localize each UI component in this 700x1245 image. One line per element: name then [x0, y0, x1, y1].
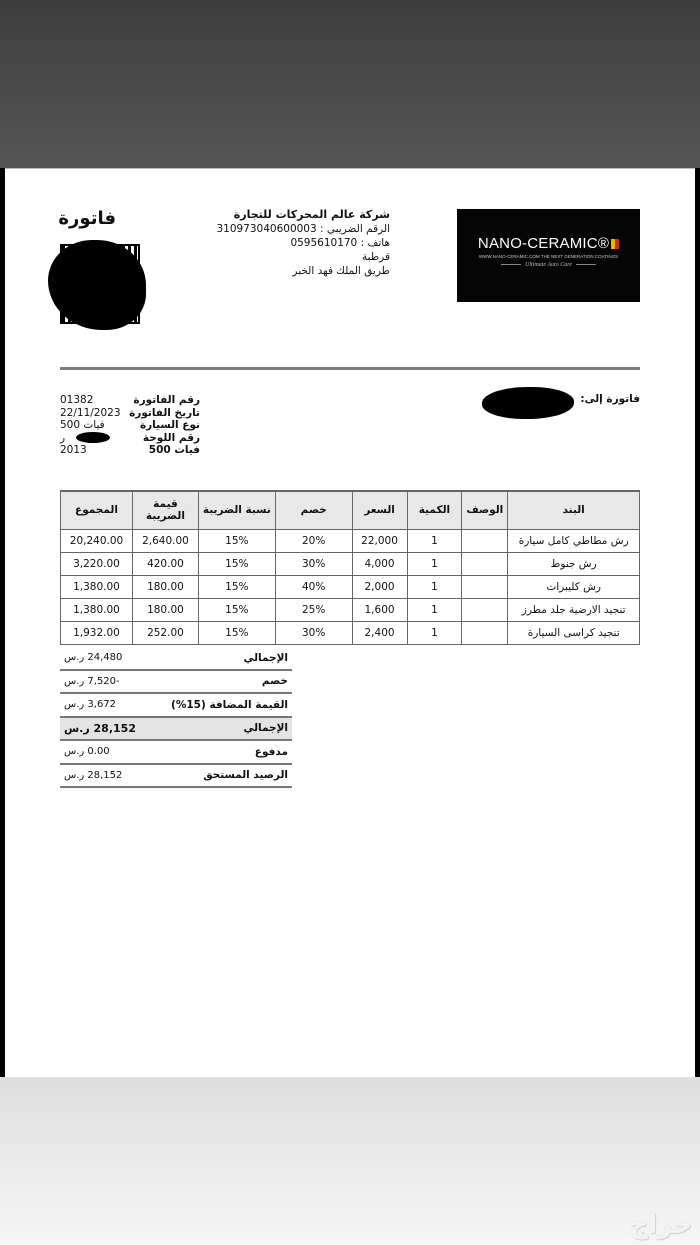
logo-subline: WWW.NANO-CERAMIC.COM THE NEXT GENERATION COATINGS: [478, 254, 619, 259]
totals-label: القيمة المضافة (15%): [171, 698, 288, 711]
cell-total: 1,380.00: [61, 575, 133, 598]
totals-row-discount: [60, 671, 292, 695]
cell-quantity: 1: [407, 598, 462, 621]
photo-top-background: [0, 0, 700, 168]
cell-discount: 30%: [275, 621, 352, 644]
redaction-mark-customer: [482, 387, 574, 419]
table-row: [61, 598, 640, 621]
haraj-watermark: حراج: [629, 1210, 692, 1240]
totals-value: 28,152 ر.س: [64, 721, 136, 735]
flag-icon: [611, 239, 619, 249]
cell-price: 1,600: [352, 598, 407, 621]
company-name: شركة عالم المحركات للتجارة: [233, 208, 390, 221]
totals-value: 28,152 ر.س: [64, 769, 123, 781]
cell-quantity: 1: [407, 575, 462, 598]
totals-value: 3,672 ر.س: [64, 699, 117, 711]
cell-tax-value: 252.00: [132, 621, 198, 644]
cell-quantity: 1: [407, 621, 462, 644]
cell-tax-rate: 15%: [198, 621, 275, 644]
col-header-description: الوصف: [462, 491, 508, 529]
totals-row-balance-due: [60, 765, 292, 789]
cell-tax-value: 180.00: [132, 575, 198, 598]
company-tax-number: الرقم الضريبي : 310973040600003: [216, 223, 390, 235]
cell-tax-rate: 15%: [198, 575, 275, 598]
cell-discount: 25%: [275, 598, 352, 621]
bill-to-label: فاتورة إلى:: [580, 393, 640, 405]
table-row: [61, 575, 640, 598]
cell-description: [462, 621, 508, 644]
totals-label: الرصيد المستحق: [203, 769, 288, 782]
totals-row-paid: [60, 741, 292, 765]
meta-row-car-type: [60, 419, 200, 432]
cell-tax-value: 420.00: [132, 552, 198, 575]
cell-quantity: 1: [407, 529, 462, 552]
meta-value: 22/11/2023: [60, 406, 121, 419]
meta-label: نوع السيارة: [139, 419, 200, 431]
logo-brand: NANO-CERAMIC®: [457, 235, 640, 252]
meta-row-invoice-date: [60, 407, 200, 420]
invoice-meta: [60, 394, 200, 457]
meta-row-invoice-number: [60, 394, 200, 407]
table-row: [61, 621, 640, 644]
cell-description: [462, 529, 508, 552]
col-header-item: البند: [508, 491, 640, 529]
meta-value: 2013: [60, 444, 87, 456]
cell-description: [462, 552, 508, 575]
cell-tax-rate: 15%: [198, 598, 275, 621]
cell-item: تنجيد الارضية جلد مطرز: [508, 598, 640, 621]
cell-price: 2,400: [352, 621, 407, 644]
cell-price: 22,000: [352, 529, 407, 552]
totals-label: الإجمالي: [243, 722, 288, 735]
col-header-tax-rate: نسبة الضريبة: [198, 491, 275, 529]
cell-price: 4,000: [352, 552, 407, 575]
cell-discount: 20%: [275, 529, 352, 552]
table-header-row: [61, 491, 640, 529]
company-street: طريق الملك فهد الخبر: [292, 265, 390, 277]
cell-total: 1,380.00: [61, 598, 133, 621]
cell-total: 3,220.00: [61, 552, 133, 575]
meta-label: رقم اللوحة: [142, 431, 200, 444]
totals-value: 0.00 ر.س: [64, 746, 110, 758]
cell-item: تنجيد كراسى السيارة: [508, 621, 640, 644]
totals-summary: [60, 647, 292, 788]
company-city: قرطبة: [362, 251, 390, 263]
cell-item: رش مطاطي كامل سيارة: [508, 529, 640, 552]
totals-row-grand-total: [60, 718, 292, 742]
company-logo: [457, 209, 640, 302]
cell-item: رش جنوط: [508, 552, 640, 575]
totals-value: 24,480 ر.س: [64, 652, 123, 664]
redaction-mark-plate: [76, 432, 110, 443]
logo-tagline: Ultimate Auto Care: [457, 262, 640, 268]
col-header-price: السعر: [352, 491, 407, 529]
col-header-quantity: الكمية: [407, 491, 462, 529]
totals-label: الإجمالي: [243, 651, 288, 664]
cell-description: [462, 598, 508, 621]
col-header-tax-value: قيمة الضريبة: [132, 491, 198, 529]
company-phone: هاتف : 0595610170: [290, 237, 390, 249]
meta-value: فيات 500: [60, 419, 105, 431]
totals-label: مدفوع: [254, 745, 288, 758]
meta-value: ر: [60, 431, 66, 444]
header-divider: [60, 367, 640, 370]
cell-tax-rate: 15%: [198, 552, 275, 575]
cell-discount: 30%: [275, 552, 352, 575]
cell-price: 2,000: [352, 575, 407, 598]
cell-quantity: 1: [407, 552, 462, 575]
cell-total: 20,240.00: [61, 529, 133, 552]
totals-row-subtotal: [60, 647, 292, 671]
items-table: [60, 490, 640, 645]
table-row: [61, 529, 640, 552]
meta-value: 01382: [60, 394, 94, 406]
cell-tax-value: 180.00: [132, 598, 198, 621]
page-edge-left: [0, 168, 5, 1077]
totals-label: خصم: [261, 675, 288, 688]
meta-label: فيات 500: [148, 444, 200, 456]
company-info: [200, 208, 390, 278]
invoice-title: فاتورة: [58, 208, 116, 229]
meta-row-model-year: [60, 444, 200, 457]
cell-discount: 40%: [275, 575, 352, 598]
cell-description: [462, 575, 508, 598]
cell-tax-value: 2,640.00: [132, 529, 198, 552]
cell-total: 1,932.00: [61, 621, 133, 644]
totals-value: -7,520 ر.س: [64, 675, 120, 687]
page-edge-right: [695, 168, 700, 1077]
col-header-discount: خصم: [275, 491, 352, 529]
totals-row-vat: [60, 694, 292, 718]
meta-label: تاريخ الفاتورة: [129, 406, 200, 419]
cell-item: رش كليبرات: [508, 575, 640, 598]
col-header-total: المجموع: [61, 491, 133, 529]
meta-label: رقم الفاتورة: [133, 394, 200, 406]
table-row: [61, 552, 640, 575]
photo-bottom-background: [0, 1077, 700, 1245]
cell-tax-rate: 15%: [198, 529, 275, 552]
